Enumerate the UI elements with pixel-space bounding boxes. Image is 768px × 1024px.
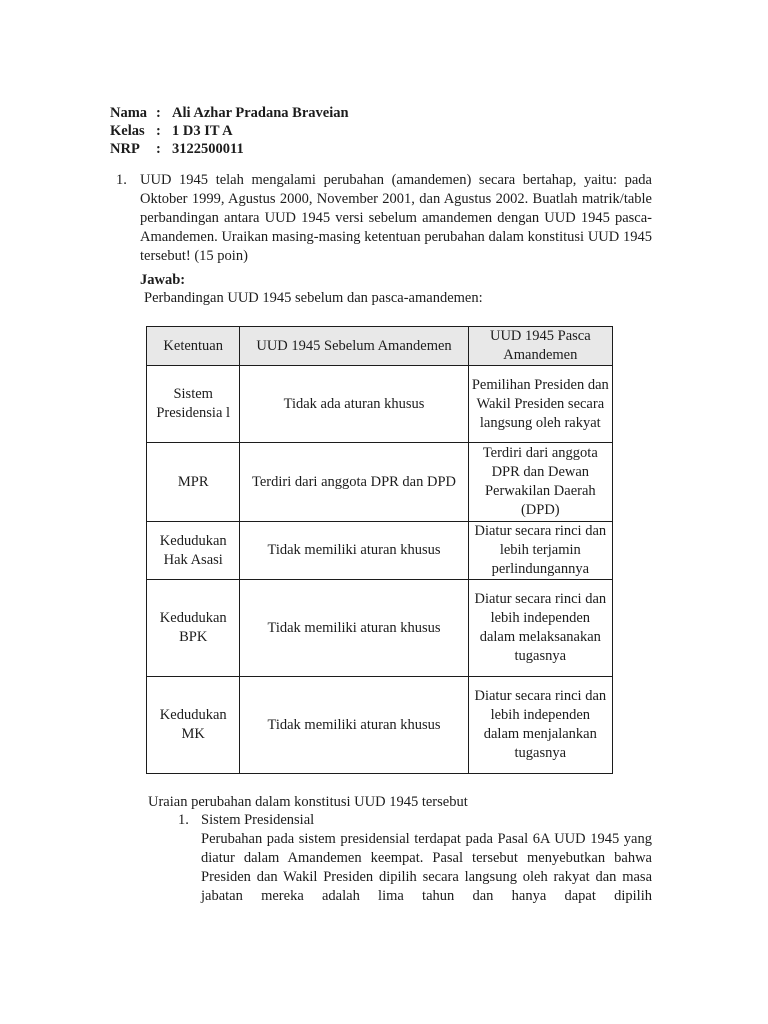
answer-title: Jawab:	[140, 272, 186, 288]
cell-sebelum: Tidak ada aturan khusus	[240, 366, 468, 443]
cell-sebelum: Tidak memiliki aturan khusus	[240, 580, 468, 677]
cell-ketentuan: Kedudukan BPK	[147, 580, 240, 677]
table-row	[147, 677, 613, 774]
table-row	[147, 366, 613, 443]
header-sebelum: UUD 1945 Sebelum Amandemen	[240, 327, 468, 366]
uraian-item-paragraph: Perubahan pada sistem presidensial terdapat pada Pasal 6A UUD 1945 yang diatur dalam Amandemen keempat. Pasal tersebut menyebutkan bahwa Presiden dan Wakil Presiden dipilih secara langsung oleh rakyat dan masa jabatan mereka adalah lima tahun dan hanya dapat dipilih	[201, 831, 652, 904]
cell-sebelum: Tidak memiliki aturan khusus	[240, 522, 468, 580]
table-header-row	[147, 327, 613, 366]
identity-label: NRP	[110, 141, 140, 157]
question-number: 1.	[116, 172, 127, 188]
identity-value: Ali Azhar Pradana Braveian	[172, 105, 349, 121]
cell-ketentuan: Sistem Presidensia l	[147, 366, 240, 443]
cell-ketentuan: Kedudukan MK	[147, 677, 240, 774]
identity-label: Kelas	[110, 123, 145, 139]
identity-row-kelas	[110, 122, 349, 140]
identity-row-nama	[110, 104, 349, 122]
cell-pasca: Diatur secara rinci dan lebih independen dalam menjalankan tugasnya	[468, 677, 612, 774]
cell-pasca: Pemilihan Presiden dan Wakil Presiden secara langsung oleh rakyat	[468, 366, 612, 443]
cell-pasca: Diatur secara rinci dan lebih independen dalam melaksanakan tugasnya	[468, 580, 612, 677]
cell-ketentuan: Kedudukan Hak Asasi	[147, 522, 240, 580]
table-row	[147, 580, 613, 677]
identity-row-nrp	[110, 140, 349, 158]
identity-separator: :	[156, 141, 161, 157]
cell-ketentuan: MPR	[147, 443, 240, 522]
answer-intro: Perbandingan UUD 1945 sebelum dan pasca-amandemen:	[144, 290, 483, 306]
question-text: UUD 1945 telah mengalami perubahan (amandemen) secara bertahap, yaitu: pada Oktober 1999, Agustus 2000, November 2001, dan Agustus 2002. Buatlah matrik/table perbandingan antara UUD 1945 versi sebelum amandemen dengan UUD 1945 pasca-Amandemen. Uraikan masing-masing ketentuan perubahan dalam konstitusi UUD 1945 tersebut! (15 poin)	[140, 172, 652, 264]
identity-value: 1 D3 IT A	[172, 123, 233, 139]
identity-separator: :	[156, 105, 161, 121]
header-pasca: UUD 1945 Pasca Amandemen	[468, 327, 612, 366]
cell-pasca: Diatur secara rinci dan lebih terjamin perlindungannya	[468, 522, 612, 580]
uraian-item-title: Sistem Presidensial	[201, 812, 315, 828]
cell-sebelum: Terdiri dari anggota DPR dan DPD	[240, 443, 468, 522]
uraian-title: Uraian perubahan dalam konstitusi UUD 1945 tersebut	[148, 794, 468, 810]
table-row	[147, 443, 613, 522]
identity-label: Nama	[110, 105, 148, 121]
cell-pasca: Terdiri dari anggota DPR dan Dewan Perwakilan Daerah (DPD)	[468, 443, 612, 522]
identity-block	[110, 104, 349, 158]
cell-sebelum: Tidak memiliki aturan khusus	[240, 677, 468, 774]
identity-value: 3122500011	[172, 141, 244, 157]
uraian-item-number: 1.	[178, 812, 189, 828]
comparison-table	[146, 326, 613, 774]
table-row	[147, 522, 613, 580]
header-ketentuan: Ketentuan	[147, 327, 240, 366]
identity-separator: :	[156, 123, 161, 139]
